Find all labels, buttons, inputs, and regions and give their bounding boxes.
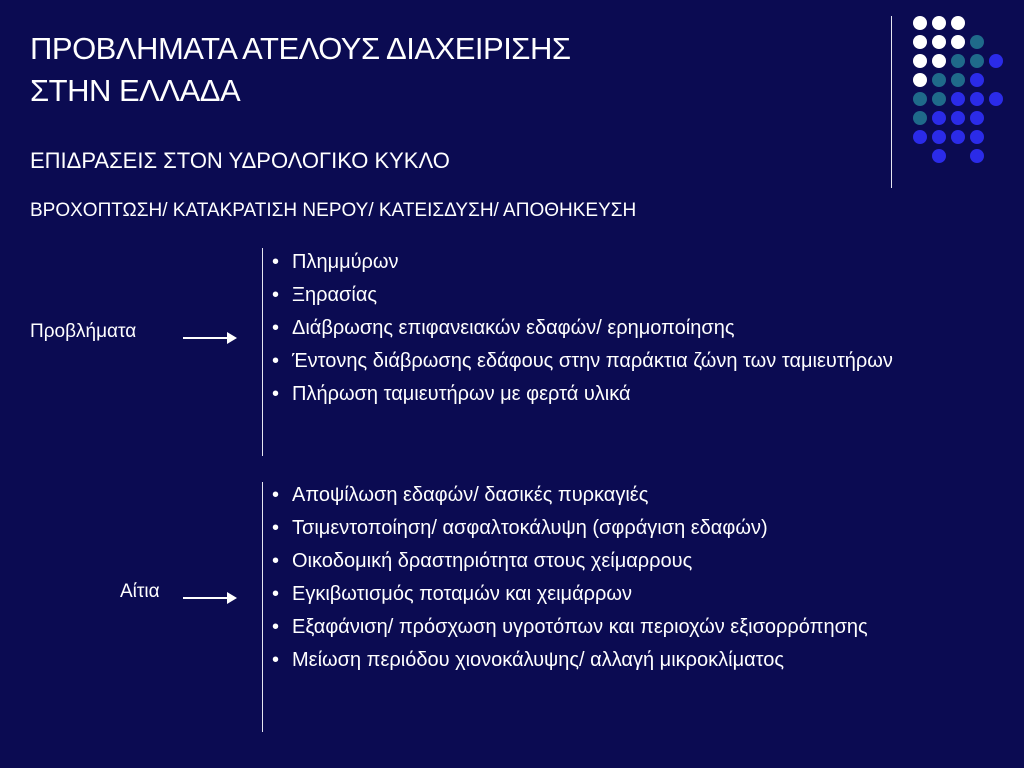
decor-dot [951, 92, 965, 106]
causes-list [270, 482, 970, 680]
decor-dot [932, 54, 946, 68]
causes-arrow-icon [183, 591, 237, 605]
causes-divider [262, 482, 263, 732]
list-item: • Αποψίλωση εδαφών/ δασικές πυρκαγιές [270, 482, 970, 509]
list-item: • Εγκιβωτισμός ποταμών και χειμάρρων [270, 581, 970, 608]
decor-dot [913, 130, 927, 144]
decor-dot [989, 54, 1003, 68]
list-item: • Διάβρωσης επιφανειακών εδαφών/ ερημοποίησης [270, 315, 970, 342]
decor-dot [932, 92, 946, 106]
decor-dot [970, 73, 984, 87]
list-item: • Ξηρασίας [270, 282, 970, 309]
title-line-1: ΠΡΟΒΛΗΜΑΤΑ ΑΤΕΛΟΥΣ ΔΙΑΧΕΙΡΙΣΗΣ [30, 31, 571, 66]
decor-dot [932, 111, 946, 125]
problems-divider [262, 248, 263, 456]
problems-list [270, 249, 970, 414]
problems-label: Προβλήματα [30, 321, 137, 342]
decor-dot [913, 16, 927, 30]
decor-dot [951, 111, 965, 125]
decor-dot [970, 35, 984, 49]
list-item: • Τσιμεντοποίηση/ ασφαλτοκάλυψη (σφράγιση εδαφών) [270, 515, 970, 542]
decor-dot [932, 73, 946, 87]
decor-dot [913, 35, 927, 49]
decor-dot [951, 16, 965, 30]
decorative-divider [891, 16, 892, 188]
decor-dot [913, 54, 927, 68]
decor-dot [913, 111, 927, 125]
decor-dot [970, 54, 984, 68]
decor-dot [951, 54, 965, 68]
decor-dot [932, 16, 946, 30]
decor-dot [970, 130, 984, 144]
decor-dot [932, 130, 946, 144]
decor-dot [913, 92, 927, 106]
decor-dot [970, 149, 984, 163]
decor-dot [970, 92, 984, 106]
problems-arrow-icon [183, 331, 237, 345]
list-item: • Εξαφάνιση/ πρόσχωση υγροτόπων και περιοχών εξισορρόπησης [270, 614, 970, 641]
title-line-2: ΣΤΗΝ ΕΛΛΑΔΑ [30, 73, 241, 108]
decor-dot [913, 73, 927, 87]
list-item: • Πλήρωση ταμιευτήρων με φερτά υλικά [270, 381, 970, 408]
decor-dot [951, 35, 965, 49]
slide-title [30, 28, 571, 112]
decor-dot [970, 111, 984, 125]
list-item: • Μείωση περιόδου χιονοκάλυψης/ αλλαγή μικροκλίματος [270, 647, 970, 674]
list-item: • Πλημμύρων [270, 249, 970, 276]
causes-label: Αίτια [120, 581, 160, 602]
decor-dot [932, 35, 946, 49]
list-item: • Έντονης διάβρωσης εδάφους στην παράκτια ζώνη των ταμιευτήρων [270, 348, 970, 375]
decor-dot [932, 149, 946, 163]
decor-dot [951, 130, 965, 144]
decor-dot [989, 92, 1003, 106]
slide-caption: ΒΡΟΧΟΠΤΩΣΗ/ ΚΑΤΑΚΡΑΤΙΣΗ ΝΕΡΟΥ/ ΚΑΤΕΙΣΔΥΣΗ/ ΑΠΟΘΗΚΕΥΣΗ [30, 200, 637, 221]
decor-dot [951, 73, 965, 87]
slide-subtitle: ΕΠΙΔΡΑΣΕΙΣ ΣΤΟΝ ΥΔΡΟΛΟΓΙΚΟ ΚΥΚΛΟ [30, 148, 450, 173]
list-item: • Οικοδομική δραστηριότητα στους χείμαρρους [270, 548, 970, 575]
